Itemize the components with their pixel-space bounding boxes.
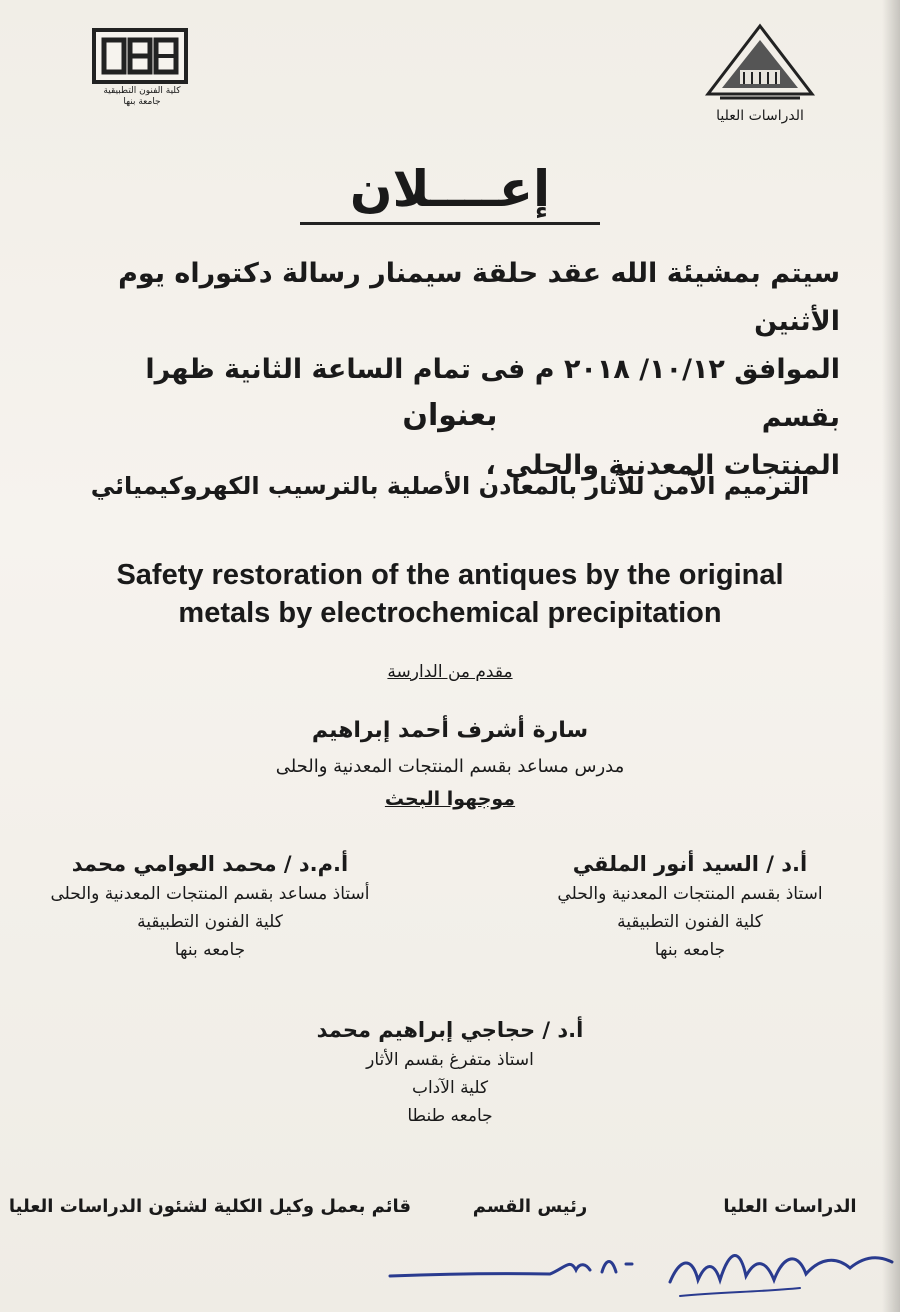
supervisor-line: استاذ بقسم المنتجات المعدنية والحلي (557, 884, 823, 904)
supervisor-line: جامعه طنطا (407, 1106, 493, 1126)
title-en-line: Safety restoration of the antiques by the original (116, 559, 784, 591)
university-logo (700, 22, 820, 124)
supervisor-line: جامعه بنها (654, 940, 726, 960)
student-name: سارة أشرف أحمد إبراهيم (311, 718, 589, 743)
university-emblem-icon (700, 22, 820, 102)
vice-dean-signatory: قائم بعمل وكيل الكلية لشئون الدراسات العليا (8, 1196, 412, 1217)
student-position: مدرس مساعد بقسم المنتجات المعدنية والحلى (275, 756, 625, 777)
graduate-studies-caption: الدراسات العليا (716, 108, 804, 124)
supervisor-name: أ.م.د / محمد العوامي محمد (71, 852, 349, 876)
graduate-studies-signatory: الدراسات العليا (723, 1196, 857, 1217)
intro-line: سيتم بمشيئة الله عقد حلقة سيمنار رسالة دكتوراه يوم الأثنين (118, 258, 840, 337)
supervisor-line: كلية الآداب (411, 1078, 489, 1098)
title-en-line: metals by electrochemical precipitation (178, 597, 722, 629)
thesis-title-arabic: الترميم الآمن للآثار بالمعادن الأصلية بالترسيب الكهروكيميائي (90, 472, 810, 500)
page-edge-shadow (882, 0, 900, 1312)
supervisor-name: أ.د / السيد أنور الملقي (572, 852, 808, 876)
supervisor-line: جامعه بنها (174, 940, 246, 960)
announcement-intro (60, 250, 840, 490)
title-underline (300, 222, 600, 225)
supervisor-line: استاذ متفرغ بقسم الأثار (366, 1050, 534, 1070)
supervisor-line: أستاذ مساعد بقسم المنتجات المعدنية والحلى (50, 884, 370, 904)
titled-heading: بعنوان (402, 398, 498, 433)
faculty-logo (92, 28, 192, 108)
announcement-title: إعــــلان (349, 160, 551, 218)
supervisor-block (250, 1014, 650, 1130)
supervisor-block (0, 848, 420, 964)
intro-line: الموافق ١٠/١٢/ ٢٠١٨ م فى تمام الساعة الثانية ظهرا بقسم (145, 354, 840, 433)
supervisors-heading: موجهوا البحث (384, 788, 516, 810)
presented-by-label: مقدم من الدارسة (387, 662, 513, 682)
supervisor-block (500, 848, 880, 964)
supervisor-line: كلية الفنون التطبيقية (617, 912, 763, 932)
thesis-title-english (20, 556, 880, 632)
intro-line: المنتجات المعدنية والحلي ، (485, 450, 840, 481)
supervisor-name: أ.د / حجاجي إبراهيم محمد (316, 1018, 584, 1042)
faculty-logo-caption: كلية الفنون التطبيقية جامعة بنها (103, 86, 181, 107)
faculty-logo-mark (92, 28, 188, 84)
department-head-signatory: رئيس القسم (472, 1196, 588, 1217)
supervisor-line: كلية الفنون التطبيقية (137, 912, 283, 932)
handwritten-signatures (380, 1218, 900, 1308)
